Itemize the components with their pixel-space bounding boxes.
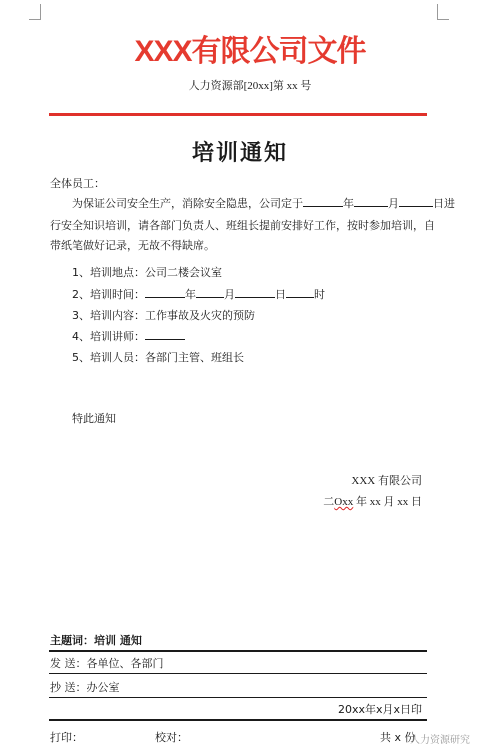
signature-date-suffix: 年 xx 月 xx 日 [353,496,422,508]
paragraph-line-1-text: 为保证公司安全生产，消除安全隐患，公司定于 [72,197,303,210]
greeting: 全体员工： [50,177,105,190]
page-corner-mark-right [437,4,449,20]
watermark-text: 人力资源研究 [410,735,470,746]
footer-rule-2 [49,673,427,674]
signature-company: XXX 有限公司 [351,475,422,487]
paragraph-line-2: 行安全知识培训，请各部门负责人、班组长提前安排好工作，按时参加培训，自 [50,219,435,232]
paragraph-year-label: 年 [343,197,354,210]
closing-text: 特此通知 [72,412,116,425]
list-item-lecturer [72,329,185,345]
document-header-title: XXX有限公司文件 [134,35,366,68]
printer-label: 打印： [50,731,83,744]
list-item-time-label: 2、培训时间： [72,288,145,301]
send-to: 发 送：各单位、各部门 [50,657,164,670]
footer-rule-1 [49,650,427,652]
signature-date [323,494,422,510]
paragraph-line-1 [72,196,455,212]
footer-rule-4 [49,719,427,721]
time-hour-label: 时 [314,288,325,301]
time-day-label: 日 [275,288,286,301]
blank-lecturer [145,329,185,340]
signature-date-spellcheck: Oxx [334,496,354,508]
blank-time-year [145,287,185,298]
copies-label: 共 x 份 [380,731,416,744]
red-header-rule [49,113,427,116]
blank-time-hour [286,287,314,298]
blank-year [303,196,343,207]
time-year-label: 年 [185,288,196,301]
subject-keywords: 主题词：培训 通知 [50,634,142,647]
blank-month [354,196,388,207]
paragraph-month-label: 月 [388,197,399,210]
paragraph-day-label: 日进 [433,197,455,210]
blank-time-month [196,287,224,298]
list-item-lecturer-label: 4、培训讲师： [72,330,145,343]
list-item-content: 3、培训内容：工作事故及火灾的预防 [72,309,255,322]
copy-to: 抄 送：办公室 [50,681,120,694]
list-item-time [72,287,325,303]
signature-date-prefix: 二 [323,496,335,508]
page-corner-mark-left [29,4,41,20]
blank-time-day [235,287,275,298]
print-date: 20xx年x月x日印 [337,703,422,716]
document-number: 人力资源部[20xx]第 xx 号 [188,80,312,92]
time-month-label: 月 [224,288,235,301]
proofreader-label: 校对： [155,731,188,744]
list-item-attendees: 5、培训人员：各部门主管、班组长 [72,351,244,364]
list-item-location: 1、培训地点：公司二楼会议室 [72,266,222,279]
notice-title: 培训通知 [191,140,288,166]
blank-day [399,196,433,207]
footer-rule-3 [49,697,427,698]
paragraph-line-3: 带纸笔做好记录，无故不得缺席。 [50,239,215,252]
